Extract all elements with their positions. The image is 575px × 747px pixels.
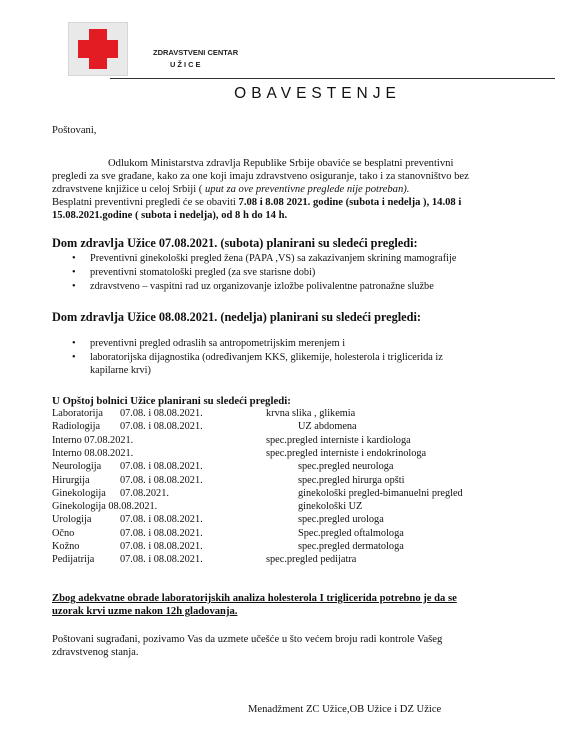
section2-item: • preventivni pregled odraslih sa antropometrijskim merenjem i [72,338,346,349]
row-department: Ginekologija 08.08.2021. [52,501,158,513]
row-dates: 07.08.2021. [120,487,169,499]
row-department: Ginekologija [52,487,106,499]
header-divider [110,78,555,79]
row-service: spec.pregled dermatologa [298,541,404,552]
table-row [52,501,522,513]
table-row [52,554,522,566]
row-dates: 07.08. i 08.08.2021. [120,421,203,433]
row-dates: 07.08. i 08.08.2021. [120,554,203,566]
row-department: Kožno [52,541,80,552]
table-row [52,435,522,447]
row-department: Laboratorija [52,408,103,419]
row-service: ginekološki pregled-bimanuelni pregled [298,487,463,499]
row-service: krvna slika , glikemia [266,408,356,419]
intro-line-4: Besplatni preventivni pregledi će se obaviti 7.08 i 8.08 2021. godine (subota i nedelja ), 14.08 i [52,197,462,208]
row-service: spec.pregled urologa [298,514,384,526]
page-title: OBAVESTENJE [234,85,401,102]
salutation: Poštovani, [52,125,97,136]
section1-item: • Preventivni ginekološki pregled žena (PAPA ,VS) sa zakazivanjem skrining mamografije [72,253,457,264]
section2-heading: Dom zdravlja Užice 08.08.2021. (nedelja) planirani su sledeći pregledi: [52,310,421,324]
row-service: spec.pregled hirurga opšti [298,474,405,486]
section2-item-cont: kapilarne krvi) [90,365,151,376]
row-service: Spec.pregled oftalmologa [298,527,404,539]
row-service: spec.pregled pedijatra [266,554,357,566]
row-department: Interno 08.08.2021. [52,447,134,459]
red-cross-logo [68,22,128,76]
row-service: spec.pregled interniste i endokrinologa [266,447,427,459]
row-service: spec.pregled neurologa [298,461,394,473]
table-row [52,448,522,460]
table-row [52,528,522,540]
org-city: UŽICE [170,60,203,69]
row-department: Interno 07.08.2021. [52,434,134,446]
table-row [52,488,522,500]
signature: Menadžment ZC Užice,OB Užice i DZ Užice [248,704,442,715]
table-row [52,541,522,553]
intro-line-2: pregledi za sve građane, kako za one koji imaju zdravstveno osiguranje, tako i za stanovništvo bez [52,171,469,182]
row-department: Radiologija [52,421,101,433]
row-service: ginekološki UZ [298,501,363,513]
notice-line-2: uzorak krvi uzme nakon 12h gladovanja. [52,606,238,617]
section3-heading: U Opštoj bolnici Užice planirani su sledeći pregledi: [52,395,291,407]
intro-line-5: 15.08.2021.godine ( subota i nedelja), od 8 h do 14 h. [52,210,288,221]
row-dates: 07.08. i 08.08.2021. [120,527,203,539]
section2-item: • laboratorijska dijagnostika (određivanjem KKS, glikemije, holesterola i triglicerida iz [72,352,443,363]
row-dates: 07.08. i 08.08.2021. [120,474,203,486]
section1-item: • zdravstveno – vaspitni rad uz organizovanje izložbe polivalentne patronažne službe [72,281,434,292]
section1-item: • preventivni stomatološki pregled (za sve starisne dobi) [72,267,316,278]
table-row [52,421,522,433]
table-row [52,514,522,526]
row-dates: 07.08. i 08.08.2021. [120,541,203,552]
row-department: Očno [52,527,75,539]
row-dates: 07.08. i 08.08.2021. [120,461,203,473]
row-department: Pedijatrija [52,554,95,566]
notice-line-1: Zbog adekvatne obrade laboratorijskih analiza holesterola I triglicerida potrebno je da se [52,593,457,604]
row-service: spec.pregled interniste i kardiologa [266,434,411,446]
table-row [52,475,522,487]
intro-line-1: Odlukom Ministarstva zdravlja Republike Srbije obaviće se besplatni preventivni [108,158,454,169]
table-row [52,461,522,473]
row-department: Neurologija [52,461,102,473]
closing-line-2: zdravstvenog stanja. [52,647,139,658]
row-department: Hirurgija [52,474,90,486]
closing-line-1: Poštovani sugrađani, pozivamo Vas da uzmete učešće u što većem broju radi kontrole Vašeg [52,634,443,645]
intro-line-3: zdravstvene knjižice u celoj Srbiji ( uput za ove preventivne preglede nije potreban). [52,184,410,195]
table-row [52,408,522,420]
row-dates: 07.08. i 08.08.2021. [120,408,203,419]
section1-heading: Dom zdravlja Užice 07.08.2021. (subota) planirani su sledeći pregledi: [52,236,418,250]
org-name: ZDRAVSTVENI CENTAR [153,48,239,57]
row-dates: 07.08. i 08.08.2021. [120,514,203,526]
row-department: Urologija [52,514,92,526]
row-service: UZ abdomena [298,421,357,433]
